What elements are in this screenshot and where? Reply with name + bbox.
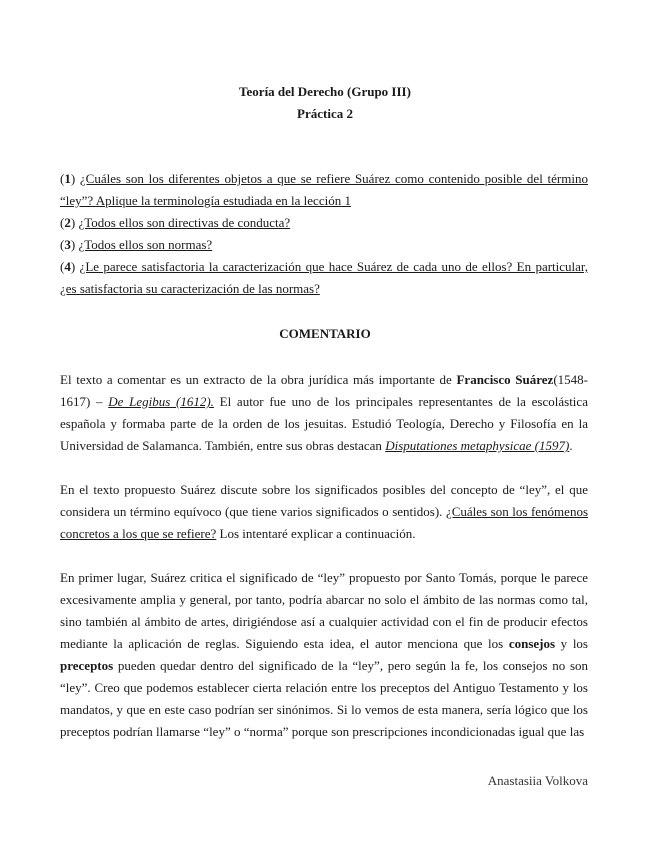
question-number: 4 bbox=[64, 259, 71, 274]
text-run: En primer lugar, Suárez critica el significado de “ley” propuesto por Santo Tomás, porque le parece excesivamente amplia y general, por tanto, podría abarcar no solo el ámbito de las normas como tal, sino también al ámbito de artes, dirigiéndose así a cualquier actividad con el fin de producir efectos mediante la aplicación de reglas. Siguiendo esta idea, el autor menciona que los bbox=[60, 570, 588, 651]
document-title: Teoría del Derecho (Grupo III) bbox=[239, 84, 411, 99]
questions-block bbox=[60, 168, 588, 300]
question-text: ¿Le parece satisfactoria la caracterización que hace Suárez de cada uno de ellos? En particular, ¿es satisfactoria su caracterización de las normas? bbox=[60, 259, 588, 296]
paragraph-3 bbox=[60, 567, 588, 743]
text-run: Los intentaré explicar a continuación. bbox=[216, 526, 416, 541]
term-preceptos: preceptos bbox=[60, 658, 114, 673]
text-run: El texto a comentar es un extracto de la obra jurídica más importante de bbox=[60, 372, 457, 387]
question-2: (2) ¿Todos ellos son directivas de conducta? bbox=[60, 215, 291, 230]
question-1: (1) ¿Cuáles son los diferentes objetos a que se refiere Suárez como contenido posible del término “ley”? Aplique la terminología estudiada en la lección 1 bbox=[60, 171, 588, 208]
question-3: (3) ¿Todos ellos son normas? bbox=[60, 237, 213, 252]
text-run: (1548-1617) – bbox=[60, 372, 588, 409]
footer-author: Anastasiia Volkova bbox=[487, 773, 588, 788]
text-run: pueden quedar dentro del significado de la “ley”, pero según la fe, los consejos no son “ley”. Creo que podemos establecer cierta relación entre los preceptos del Antiguo Testamento y los mandatos, y que en este caso podrían ser sinónimos. Si lo vemos de esta manera, sería lógico que los preceptos podrían llamarse “ley” o “norma” porque son prescripciones incondicionadas igual que las bbox=[60, 658, 588, 739]
work-title-de-legibus: De Legibus (1612). bbox=[108, 394, 214, 409]
text-run: . bbox=[569, 438, 573, 453]
paragraph-1 bbox=[60, 369, 588, 457]
work-title-disputationes: Disputationes metaphysicae (1597) bbox=[385, 438, 570, 453]
question-text: ¿Todos ellos son normas? bbox=[78, 237, 213, 252]
underlined-question: ¿Cuáles son los fenómenos concretos a los que se refiere? bbox=[60, 504, 588, 541]
comment-heading: COMENTARIO bbox=[279, 326, 371, 341]
paragraph-2 bbox=[60, 479, 588, 545]
question-number: 2 bbox=[64, 215, 71, 230]
question-number: 3 bbox=[64, 237, 71, 252]
question-text: ¿Cuáles son los diferentes objetos a que se refiere Suárez como contenido posible del término “ley”? Aplique la terminología estudiada en la lección 1 bbox=[60, 171, 588, 208]
term-consejos: consejos bbox=[508, 636, 556, 651]
question-text: ¿Todos ellos son directivas de conducta? bbox=[78, 215, 291, 230]
document-subtitle: Práctica 2 bbox=[297, 106, 353, 121]
question-4: (4) ¿Le parece satisfactoria la caracterización que hace Suárez de cada uno de ellos? En particular, ¿es satisfactoria su caracterización de las normas? bbox=[60, 259, 588, 296]
author-name: Francisco Suárez bbox=[456, 372, 554, 387]
question-number: 1 bbox=[64, 171, 71, 186]
text-run: y los bbox=[555, 636, 588, 651]
text-run: El autor fue uno de los principales representantes de la escolástica española y formaba parte de la orden de los jesuitas. Estudió Teología, Derecho y Filosofía en la Universidad de Salamanca. También, entre sus obras destacan bbox=[60, 394, 588, 453]
text-run: En el texto propuesto Suárez discute sobre los significados posibles del concepto de “ley”, el que considera un término equívoco (que tiene varios significados o sentidos). bbox=[60, 482, 588, 519]
